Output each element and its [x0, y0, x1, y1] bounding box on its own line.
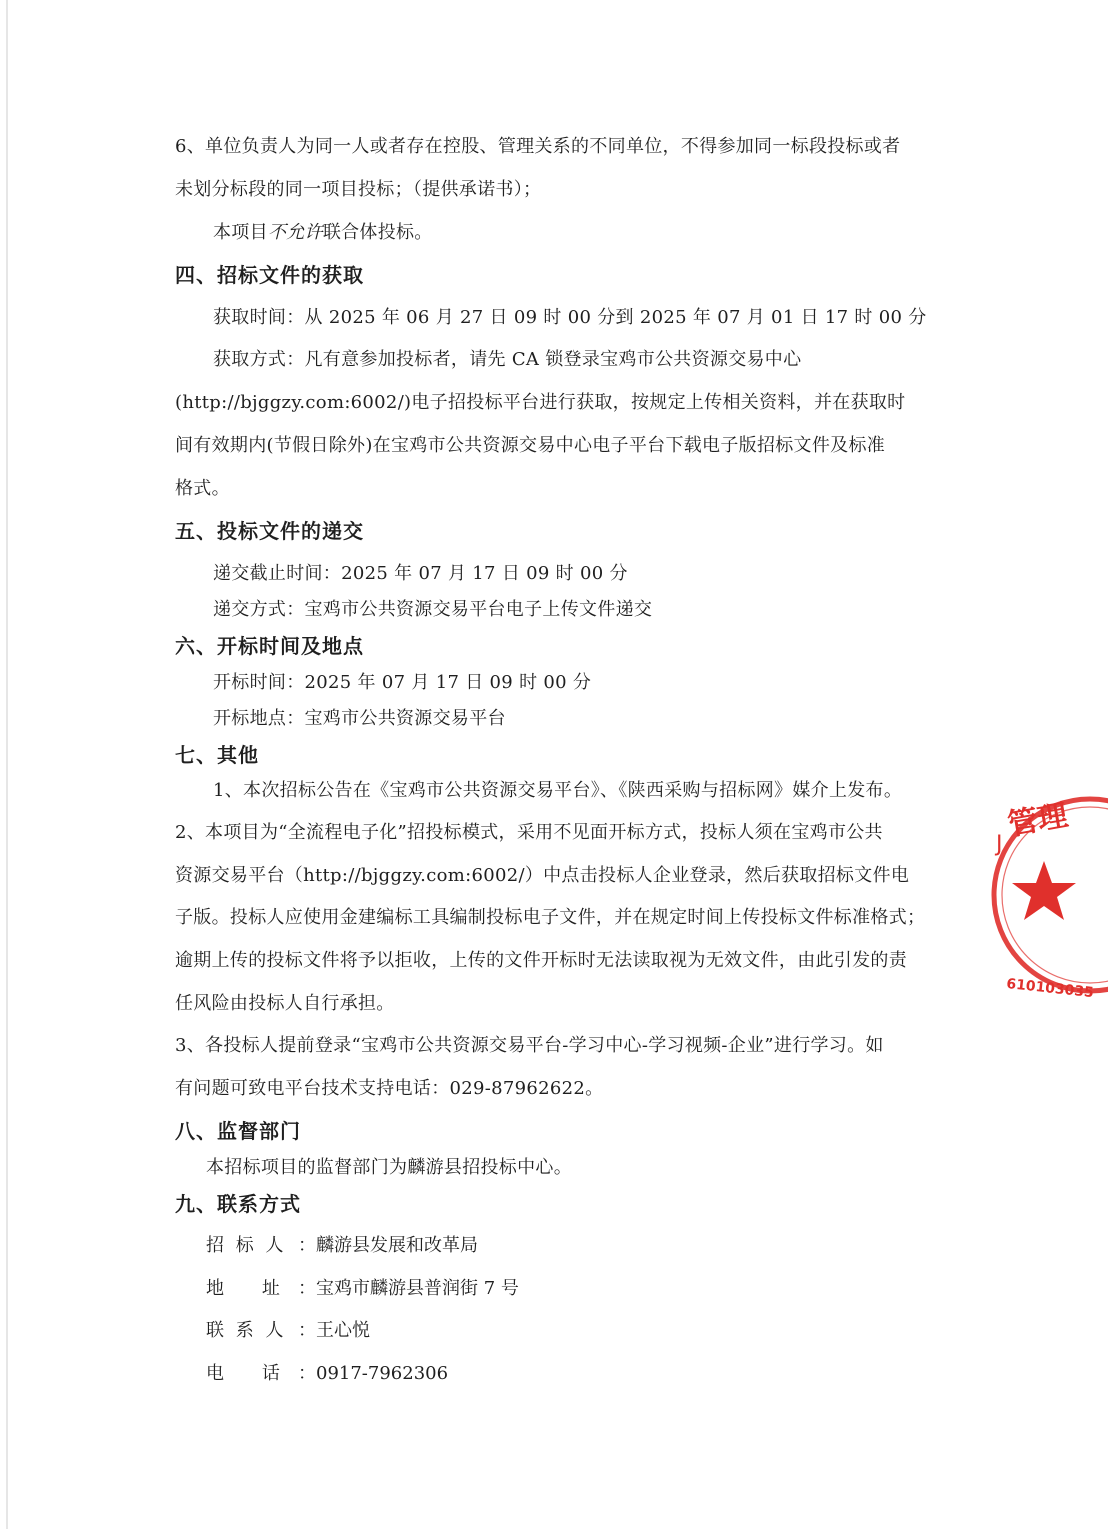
supervision-text: 本招标项目的监督部门为麟游县招投标中心。 [206, 1157, 572, 1178]
contact-phone: 电 话 ：0917-7962306 [206, 1363, 449, 1384]
consortium-prefix: 本项目 [213, 222, 268, 243]
contact-label: 联 系 人 [206, 1320, 287, 1341]
contact-tenderer: 招 标 人 ：麟游县发展和改革局 [206, 1235, 478, 1256]
section-5-heading: 五、投标文件的递交 [175, 519, 364, 543]
section-4-heading: 四、招标文件的获取 [175, 263, 364, 287]
other-item-2-line-5: 任风险由投标人自行承担。 [175, 993, 395, 1014]
seal-code: 610103035 [1005, 976, 1095, 1002]
other-item-3-line-2: 有问题可致电平台技术支持电话：029-87962622。 [175, 1078, 604, 1099]
obtain-method-line-1: 获取方式：凡有意参加投标者，请先 CA 锁登录宝鸡市公共资源交易中心 [213, 349, 802, 370]
opening-place: 开标地点：宝鸡市公共资源交易平台 [213, 708, 506, 729]
contact-label: 招 标 人 [206, 1235, 287, 1256]
star-icon [1012, 861, 1076, 920]
clause-6-line-1: 6、单位负责人为同一人或者存在控股、管理关系的不同单位，不得参加同一标段投标或者 [175, 136, 901, 157]
other-item-2-line-1: 2、本项目为“全流程电子化”招投标模式，采用不见面开标方式，投标人须在宝鸡市公共 [175, 822, 883, 843]
contact-label: 电 话 [206, 1363, 283, 1384]
other-item-2-line-2: 资源交易平台（http://bjggzy.com:6002/）中点击投标人企业登录，然后获取招标文件电 [175, 865, 910, 886]
obtain-method-line-2: (http://bjggzy.com:6002/)电子招投标平台进行获取，按规定上传相关资料，并在获取时 [175, 392, 906, 413]
obtain-method-line-4: 格式。 [175, 478, 230, 499]
other-item-3-line-1: 3、各投标人提前登录“宝鸡市公共资源交易平台-学习中心-学习视频-企业”进行学习。如 [175, 1035, 884, 1056]
opening-time: 开标时间：2025 年 07 月 17 日 09 时 00 分 [213, 672, 592, 693]
contact-label: 地 址 [206, 1278, 283, 1299]
other-item-2-line-3: 子版。投标人应使用金建编标工具编制投标电子文件，并在规定时间上传投标文件标准格式； [175, 907, 926, 928]
contact-person: 联 系 人 ：王心悦 [206, 1320, 370, 1341]
section-8-heading: 八、监督部门 [175, 1119, 301, 1143]
seal-text-top: 管理 [1005, 797, 1071, 843]
contact-value: 麟游县发展和改革局 [316, 1235, 478, 1256]
submission-method: 递交方式：宝鸡市公共资源交易平台电子上传文件递交 [213, 599, 653, 620]
consortium-emphasis: 不允许 [267, 222, 323, 243]
clause-6-line-2: 未划分标段的同一项目投标；（提供承诺书）； [175, 179, 542, 200]
submission-deadline: 递交截止时间：2025 年 07 月 17 日 09 时 00 分 [213, 563, 628, 584]
consortium-suffix: 联合体投标。 [322, 222, 433, 243]
obtain-method-line-3: 间有效期内(节假日除外)在宝鸡市公共资源交易中心电子平台下载电子版招标文件及标准 [175, 435, 886, 456]
section-7-heading: 七、其他 [175, 743, 259, 767]
other-item-2-line-4: 逾期上传的投标文件将予以拒收，上传的文件开标时无法读取视为无效文件，由此引发的责 [175, 950, 907, 971]
contact-value: 宝鸡市麟游县普润街 7 号 [316, 1278, 519, 1299]
seal-text-fragment: J [996, 832, 1003, 857]
obtain-time: 获取时间：从 2025 年 06 月 27 日 09 时 00 分到 2025 年 07 月 01 日 17 时 00 分 [213, 307, 927, 328]
official-seal [988, 783, 1108, 1013]
other-item-1: 1、本次招标公告在《宝鸡市公共资源交易平台》、《陕西采购与招标网》媒介上发布。 [213, 780, 903, 801]
contact-value: 王心悦 [316, 1320, 370, 1341]
section-6-heading: 六、开标时间及地点 [175, 634, 364, 658]
section-9-heading: 九、联系方式 [175, 1192, 301, 1216]
contact-address: 地 址 ：宝鸡市麟游县普润街 7 号 [206, 1278, 519, 1299]
contact-value: 0917-7962306 [316, 1363, 449, 1384]
consortium-statement [213, 221, 433, 245]
page-edge-rule [6, 0, 8, 1529]
